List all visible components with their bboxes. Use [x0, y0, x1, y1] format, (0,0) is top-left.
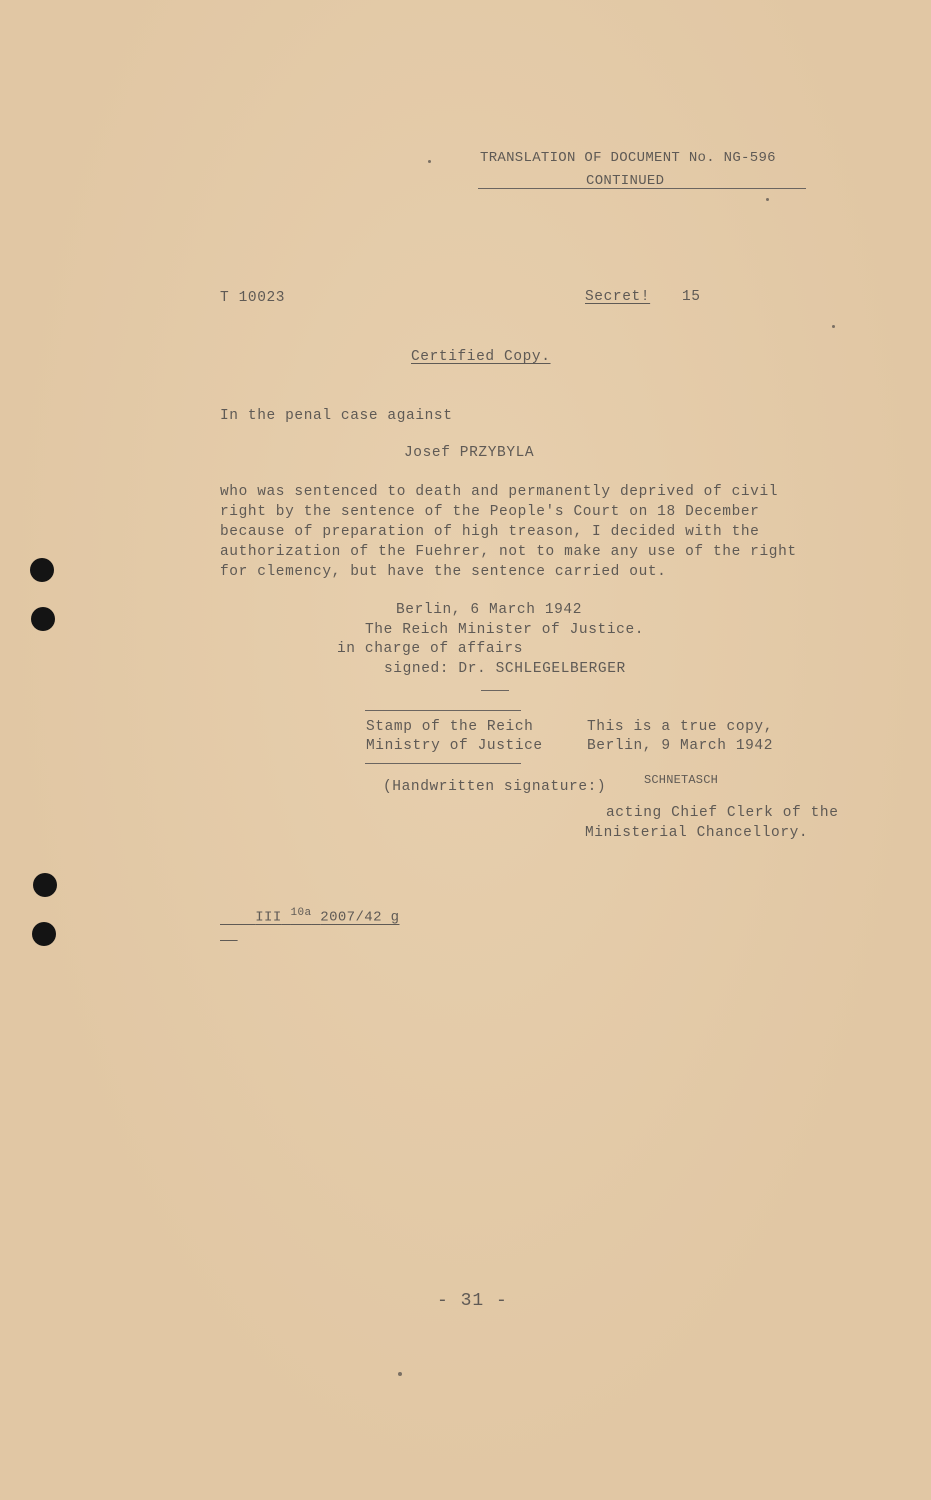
clerk-line-1: acting Chief Clerk of the	[606, 805, 839, 821]
signature-place-date: Berlin, 6 March 1942	[396, 602, 583, 618]
reference-number: T 10023	[220, 290, 286, 306]
file-reference-superscript: 10a	[290, 907, 312, 919]
stamp-line-2: Ministry of Justice	[366, 738, 543, 754]
speck	[428, 160, 431, 163]
binder-hole-4	[32, 922, 56, 946]
true-copy-line-1: This is a true copy,	[587, 719, 774, 735]
body-line-5: for clemency, but have the sentence carried out.	[220, 564, 667, 580]
defendant-name: Josef PRZYBYLA	[404, 445, 535, 461]
speck	[398, 1372, 402, 1376]
body-line-2: right by the sentence of the People's Court on 18 December	[220, 504, 760, 520]
stamp-bottom-rule	[365, 763, 521, 764]
clerk-line-2: Ministerial Chancellory.	[585, 825, 809, 841]
signature-role: in charge of affairs	[337, 641, 524, 657]
speck	[832, 325, 835, 328]
classification-number: 15	[682, 289, 701, 305]
stamp-top-rule	[365, 710, 521, 711]
signature-signed: signed: Dr. SCHLEGELBERGER	[384, 661, 626, 677]
speck	[766, 198, 769, 201]
body-line-4: authorization of the Fuehrer, not to make any use of the right	[220, 544, 797, 560]
classification-label: Secret!	[585, 289, 651, 305]
body-line-3: because of preparation of high treason, I decided with the	[220, 524, 760, 540]
document-title: Certified Copy.	[411, 349, 551, 365]
header-rule	[478, 188, 806, 189]
header-title: TRANSLATION OF DOCUMENT No. NG-596	[480, 150, 776, 166]
binder-hole-3	[33, 873, 57, 897]
true-copy-line-2: Berlin, 9 March 1942	[587, 738, 774, 754]
file-reference-prefix: III	[255, 909, 282, 926]
file-reference-number: 2007/42 g	[320, 909, 400, 926]
file-reference	[220, 891, 399, 942]
handwritten-label: (Handwritten signature:)	[383, 779, 607, 795]
body-line-1: who was sentenced to death and permanently deprived of civil	[220, 484, 779, 500]
signature-office: The Reich Minister of Justice.	[365, 622, 645, 638]
intro-text: In the penal case against	[220, 408, 453, 424]
stamp-line-1: Stamp of the Reich	[366, 719, 534, 735]
signature-short-rule	[481, 690, 509, 691]
binder-hole-2	[31, 607, 55, 631]
binder-hole-1	[30, 558, 54, 582]
handwritten-name: SCHNETASCH	[644, 773, 719, 787]
header-continued: CONTINUED	[586, 173, 665, 189]
page-number: - 31 -	[437, 1291, 508, 1311]
